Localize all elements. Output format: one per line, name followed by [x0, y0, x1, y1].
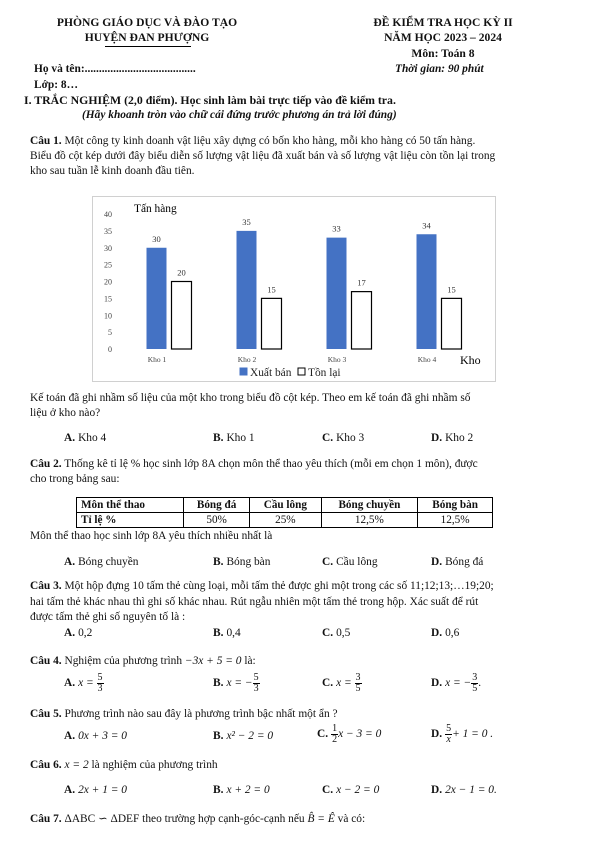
bar-value-label: 17: [357, 277, 366, 288]
q2-option-c[interactable]: C. Cầu lông: [322, 556, 378, 568]
q3-option-d[interactable]: D. 0,6: [431, 627, 460, 639]
bar-value-label: 35: [242, 216, 251, 227]
bar-ton-lai: [172, 282, 192, 350]
legend-swatch: [298, 368, 305, 375]
legend-swatch: [240, 368, 247, 375]
q5-option-c[interactable]: C. $\frac{1}{2}$ x − 3 = 0: [317, 723, 382, 745]
class-field: Lớp: 8…: [34, 79, 78, 91]
q3-option-c[interactable]: C. 0,5: [322, 627, 351, 639]
bar-xuat-ban: [327, 238, 347, 349]
q1-option-c[interactable]: C. Kho 3: [322, 432, 365, 444]
q1-after-line2: liệu ở kho nào?: [30, 407, 101, 419]
x-tick-label: Kho 3: [327, 355, 347, 364]
sports-table: [76, 497, 493, 528]
q5-option-b[interactable]: B. x² − 2 = 0: [213, 730, 274, 742]
q1-after-line1: Kế toán đã ghi nhầm số liệu của một kho trong biểu đồ cột kép. Theo em kế toán đã ghi nhầm số: [30, 392, 471, 404]
q4-label: Câu 4.: [30, 655, 62, 667]
q6-option-b[interactable]: B. x + 2 = 0: [213, 784, 270, 796]
q4-option-c[interactable]: C. x = $\frac{3}{5}$: [322, 672, 361, 694]
q2-option-b[interactable]: B. Bóng bàn: [213, 556, 271, 568]
q2-line1: Thống kê tỉ lệ % học sinh lớp 8A chọn môn thể thao yêu thích (mỗi em chọn 1 môn), được: [61, 458, 478, 470]
y-tick-label: 15: [104, 294, 112, 304]
q3-option-b[interactable]: B. 0,4: [213, 627, 241, 639]
q7-equation: B̂ = Ê: [307, 813, 335, 825]
q5-label: Câu 5.: [30, 708, 62, 720]
q7-suffix: và có:: [334, 813, 366, 825]
q1-text: [30, 135, 475, 147]
q3-option-a[interactable]: A. 0,2: [64, 627, 93, 639]
q4-suffix: là:: [241, 655, 256, 667]
q3-text: [30, 580, 494, 592]
q6-stem: là nghiệm của phương trình: [88, 759, 218, 771]
q2-after: Môn thể thao học sinh lớp 8A yêu thích nhiều nhất là: [30, 530, 273, 542]
q6-option-a[interactable]: A. 2x + 1 = 0: [64, 784, 127, 796]
bar-xuat-ban: [147, 248, 167, 349]
q1-line3: kho sau tuần lễ kinh doanh đầu tiên.: [30, 165, 195, 177]
q6-text: [30, 759, 218, 771]
x-tick-label: Kho 1: [147, 355, 167, 364]
exam-title: ĐỀ KIỂM TRA HỌC KỲ II: [373, 16, 513, 29]
x-tick-label: Kho 4: [417, 355, 437, 364]
y-tick-label: 0: [108, 345, 112, 354]
q4-text: [30, 655, 256, 667]
q4-option-a[interactable]: A. x = $\frac{5}{3}$: [64, 672, 103, 694]
table-header-cell: Bóng đá: [184, 498, 250, 513]
bar-ton-lai: [442, 298, 462, 349]
y-axis-label: Tấn hàng: [134, 203, 177, 215]
table-row: [77, 513, 493, 528]
q5-option-a[interactable]: A. 0x + 3 = 0: [64, 730, 127, 742]
bar-xuat-ban: [417, 234, 437, 349]
q5-option-d[interactable]: D. $\frac{5}{x}$ + 1 = 0 .: [431, 723, 494, 745]
q1-option-a[interactable]: A. Kho 4: [64, 432, 107, 444]
section-title: I. TRẮC NGHIỆM (2,0 điểm). Học sinh làm bài trực tiếp vào đề kiểm tra.: [24, 93, 396, 107]
y-tick-label: 25: [104, 260, 112, 270]
y-tick-label: 30: [104, 243, 112, 253]
y-tick-label: 5: [108, 328, 112, 338]
bar-value-label: 20: [177, 267, 186, 278]
q6-option-c[interactable]: C. x − 2 = 0: [322, 784, 380, 796]
q6-equation: x = 2: [64, 759, 89, 771]
y-tick-label: 40: [104, 210, 112, 219]
q4-equation: −3x + 5 = 0: [184, 655, 242, 667]
q1-line1: Một công ty kinh doanh vật liệu xây dựng có bốn kho hàng, mỗi kho hàng có 50 tấn hàng.: [61, 135, 476, 147]
q1-option-b[interactable]: B. Kho 1: [213, 432, 255, 444]
y-tick-label: 20: [104, 277, 112, 287]
y-tick-label: 10: [104, 311, 112, 321]
y-tick-label: 35: [104, 226, 112, 236]
q5-text: [30, 708, 338, 720]
double-bar-chart: [92, 196, 496, 382]
bar-ton-lai: [262, 298, 282, 349]
chart-legend: [240, 367, 341, 379]
q4-option-d[interactable]: D. x = − $\frac{3}{5}$ .: [431, 672, 482, 694]
subject-label: Môn: Toán 8: [411, 47, 475, 60]
q2-option-d[interactable]: D. Bóng đá: [431, 556, 484, 568]
student-name-field: Họ và tên:.......................................: [34, 63, 196, 75]
table-header-cell: Bóng chuyền: [321, 498, 418, 513]
q7-label: Câu 7.: [30, 813, 62, 825]
q7-text: [30, 811, 365, 825]
q6-label: Câu 6.: [30, 759, 62, 771]
time-limit: Thời gian: 90 phút: [395, 63, 484, 75]
table-cell: 12,5%: [321, 513, 418, 528]
table-cell: Tỉ lệ %: [77, 513, 184, 528]
q3-line3: được tấm thẻ ghi số nguyên tố là :: [30, 611, 186, 623]
table-cell: 50%: [184, 513, 250, 528]
header-underline: [105, 46, 191, 47]
q2-label: Câu 2.: [30, 458, 62, 470]
table-header-cell: Cầu lông: [250, 498, 321, 513]
bar-xuat-ban: [237, 231, 257, 349]
bar-value-label: 15: [267, 284, 276, 295]
x-tick-label: Kho 2: [237, 355, 257, 364]
q6-option-d[interactable]: D. 2x − 1 = 0.: [431, 784, 497, 796]
table-header-cell: Môn thể thao: [77, 498, 184, 513]
q3-label: Câu 3.: [30, 580, 62, 592]
q3-line2: hai tấm thẻ khác nhau thì ghi số khác nhau. Rút ngẫu nhiên một tấm thẻ trong hộp. Xác suất để rút: [30, 596, 479, 608]
q2-line2: cho trong bảng sau:: [30, 473, 120, 485]
legend-label: Xuất bán: [250, 367, 292, 379]
table-header-row: [77, 498, 493, 513]
q7-stem: ΔABC ∽ ΔDEF theo trường hợp cạnh-góc-cạnh nếu: [61, 813, 308, 825]
section-instruction: (Hãy khoanh tròn vào chữ cái đứng trước phương án trả lời đúng): [82, 109, 397, 121]
q1-label: Câu 1.: [30, 135, 62, 147]
q4-stem: Nghiệm của phương trình: [61, 655, 185, 667]
q2-option-a[interactable]: A. Bóng chuyền: [64, 556, 139, 568]
q1-option-d[interactable]: D. Kho 2: [431, 432, 474, 444]
district-title: HUYỆN ĐAN PHƯỢNG: [84, 31, 210, 44]
q5-stem: Phương trình nào sau đây là phương trình bậc nhất một ẩn ?: [61, 708, 338, 720]
q2-text: [30, 458, 478, 470]
bar-value-label: 33: [332, 223, 341, 234]
bar-value-label: 15: [447, 284, 456, 295]
bar-value-label: 34: [422, 220, 431, 231]
bar-value-label: 30: [152, 233, 161, 244]
table-header-cell: Bóng bàn: [418, 498, 493, 513]
bar-ton-lai: [352, 292, 372, 349]
q4-option-b[interactable]: B. x = − $\frac{5}{3}$: [213, 672, 259, 694]
q3-line1: Một hộp đựng 10 tấm thẻ cùng loại, mỗi tấm thẻ được ghi một trong các số 11;12;13;…19;20;: [61, 580, 494, 592]
x-axis-label: Kho: [460, 353, 481, 367]
school-year: NĂM HỌC 2023 – 2024: [384, 31, 502, 44]
q1-line2: Biểu đồ cột kép dưới đây biểu diễn số lượng vật liệu đã xuất bán và số lượng vật liệu còn tồn lại trong: [30, 150, 496, 162]
table-cell: 25%: [250, 513, 321, 528]
table-cell: 12,5%: [418, 513, 493, 528]
legend-label: Tồn lại: [308, 367, 341, 379]
department-title: PHÒNG GIÁO DỤC VÀ ĐÀO TẠO: [56, 16, 238, 29]
